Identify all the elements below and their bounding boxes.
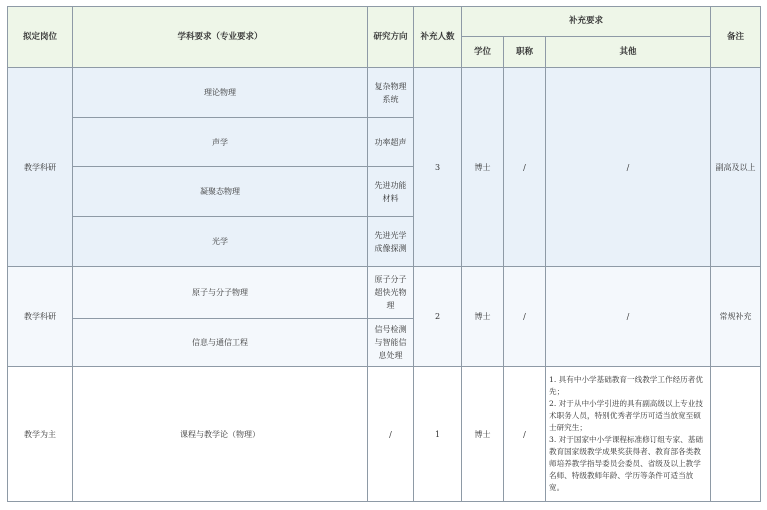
g2-count: 2 <box>414 267 462 367</box>
header-count: 补充人数 <box>414 7 462 68</box>
g1-research-1: 复杂物理系统 <box>368 68 414 118</box>
g3-discipline: 课程与教学论（物理） <box>73 367 368 502</box>
g1-other: / <box>546 68 711 267</box>
g1-discipline-3: 凝聚态物理 <box>73 167 368 217</box>
g1-research-4: 先进光学成像探测 <box>368 217 414 267</box>
g3-research: / <box>368 367 414 502</box>
recruitment-table <box>7 6 761 502</box>
g2-remark: 常规补充 <box>711 267 761 367</box>
g2-position: 教学科研 <box>8 267 73 367</box>
g2-discipline-1: 原子与分子物理 <box>73 267 368 319</box>
g1-count: 3 <box>414 68 462 267</box>
g2-research-2: 信号检测与智能信息处理 <box>368 319 414 367</box>
g3-degree: 博士 <box>462 367 504 502</box>
header-remark: 备注 <box>711 7 761 68</box>
g1-title: / <box>504 68 546 267</box>
g3-title: / <box>504 367 546 502</box>
g2-other: / <box>546 267 711 367</box>
header-research: 研究方向 <box>368 7 414 68</box>
g1-discipline-1: 理论物理 <box>73 68 368 118</box>
g3-count: 1 <box>414 367 462 502</box>
header-other: 其他 <box>546 37 711 68</box>
g1-research-2: 功率超声 <box>368 118 414 167</box>
header-position: 拟定岗位 <box>8 7 73 68</box>
g1-discipline-4: 光学 <box>73 217 368 267</box>
g1-discipline-2: 声学 <box>73 118 368 167</box>
header-supplement: 补充要求 <box>462 7 711 37</box>
g1-remark: 副高及以上 <box>711 68 761 267</box>
g3-remark <box>711 367 761 502</box>
g2-discipline-2: 信息与通信工程 <box>73 319 368 367</box>
g2-degree: 博士 <box>462 267 504 367</box>
g3-other: 1. 具有中小学基础教育一线教学工作经历者优先； 2. 对于从中小学引进的具有副高级以上专业技术职务人员，特别优秀者学历可适当放宽至硕士研究生； 3. 对于国家中小学课程标准修订组专家、基础教育国家级教学成果奖获得者、教育部各类教师培养教学指导委员会委员、省级及以上教学名师、特级教师年龄、学历等条件可适当放宽。 <box>546 367 711 502</box>
header-title: 职称 <box>504 37 546 68</box>
header-degree: 学位 <box>462 37 504 68</box>
g3-position: 教学为主 <box>8 367 73 502</box>
g1-position: 教学科研 <box>8 68 73 267</box>
g2-title: / <box>504 267 546 367</box>
g1-research-3: 先进功能材料 <box>368 167 414 217</box>
g2-research-1: 原子分子超快光物理 <box>368 267 414 319</box>
header-discipline: 学科要求（专业要求） <box>73 7 368 68</box>
g1-degree: 博士 <box>462 68 504 267</box>
